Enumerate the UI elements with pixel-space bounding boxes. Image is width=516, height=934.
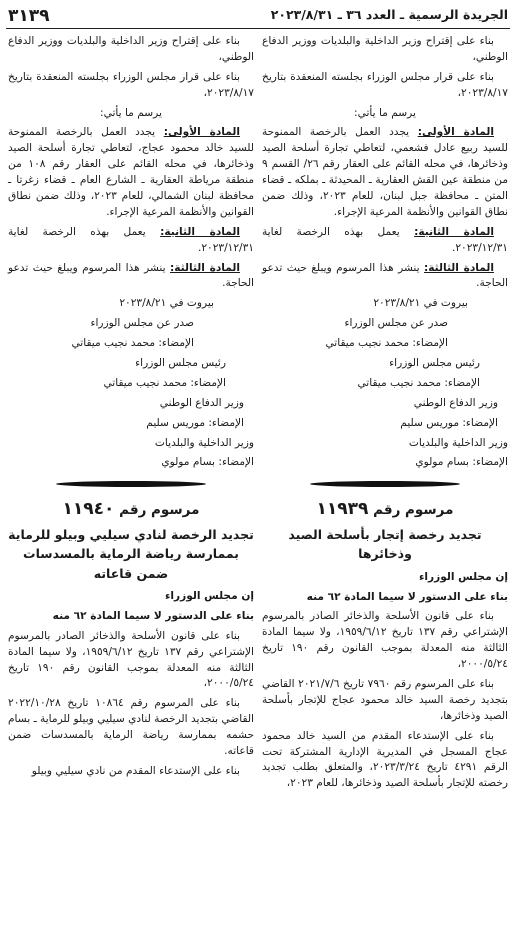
decree-number-value: ١١٩٤٠ xyxy=(62,499,115,520)
right-column xyxy=(262,34,508,796)
interior-minister-title: وزير الداخلية والبلديات xyxy=(154,436,254,449)
left-column xyxy=(8,34,254,784)
issued-by: صدر عن مجلس الوزراء xyxy=(90,317,194,330)
recital-weapons-law: بناء على قانون الأسلحة والذخائر الصادر بالمرسوم الإشتراعي رقم ١٣٧ تاريخ ١٩٥٩/٦/١٢، ولا سيما المادة الثالثة منه المعدلة بموجب القانون رقم ١٩٠ تاريخ ٢٠٠٠/٥/٢٤، xyxy=(8,629,255,690)
decree-number xyxy=(262,497,508,523)
decrees-heading: يرسم ما يأتي: xyxy=(100,106,162,119)
article-3-label: المادة الثالثة: xyxy=(424,261,494,274)
article-1 xyxy=(262,125,508,220)
article-1 xyxy=(8,125,254,220)
article-3 xyxy=(8,261,254,293)
signature-pm-2: الإمضاء: محمد نجيب ميقاتي xyxy=(357,376,480,389)
pm-title: رئيس مجلس الوزراء xyxy=(389,357,480,370)
article-2-label: المادة الثانية: xyxy=(160,225,240,238)
council-heading: إن مجلس الوزراء xyxy=(418,570,508,583)
issue-date: بيروت في ٢٠٢٣/٨/٢١ xyxy=(373,297,468,310)
recital-application: بناء على الإستدعاء المقدم من نادي سيليي وبيلو xyxy=(31,764,240,777)
article-2-label: المادة الثانية: xyxy=(414,225,494,238)
signature-pm-1: الإمضاء: محمد نجيب ميقاتي xyxy=(325,337,448,350)
interior-minister-title: وزير الداخلية والبلديات xyxy=(408,436,508,449)
page-number: ٣١٣٩ xyxy=(8,6,50,26)
issue-date: بيروت في ٢٠٢٣/٨/٢١ xyxy=(119,297,214,310)
signature-defense-minister: الإمضاء: موريس سليم xyxy=(146,416,244,429)
page-header xyxy=(6,4,510,29)
article-1-text: يجدد العمل بالرخصة الممنوحة للسيد ربيع عادل فشعمي، لتعاطي تجارة أسلحة الصيد وذخائرها، في محله القائم على العقار رقم ٢٦/ القسم ٩ من منطقة عين القش العقارية ـ المحيدثة ـ بملكه ـ قضاء المتن ـ محافظة جبل لبنان، للعام ٢٠٢٣، وذلك ضمن نطاق القوانين والأنظمة المرعية الإجراء. xyxy=(262,126,508,218)
recital-weapons-law: بناء على قانون الأسلحة والذخائر الصادر بالمرسوم الإشتراعي رقم ١٣٧ تاريخ ١٩٥٩/٦/١٢، ولا سيما المادة الثالثة منه المعدلة بموجب القانون رقم ١٩٠ تاريخ ٢٠٠٠/٥/٢٤، xyxy=(262,610,509,671)
recital-proposal: بناء على إقتراح وزير الداخلية والبلديات ووزير الدفاع الوطني، xyxy=(8,35,254,63)
article-1-text: يجدد العمل بالرخصة الممنوحة للسيد خالد محمود عجاج، لتعاطي تجارة أسلحة الصيد وذخائرها، في محله القائم على العقار رقم ١٠٨ من منطقة مرياطة العقارية ـ الشارع العام ـ قضاء زغرتا ـ محافظة لبنان الشمالي، للعام ٢٠٢٣، وذلك ضمن نطاق القوانين والأنظمة المرعية الإجراء. xyxy=(8,126,254,218)
decree-number xyxy=(8,497,254,523)
decrees-heading: يرسم ما يأتي: xyxy=(354,106,416,119)
article-2 xyxy=(262,225,508,257)
recital-previous-decree: بناء على المرسوم رقم ١٠٨٦٤ تاريخ ٢٠٢٢/١٠/٢٨ القاضي بتجديد الرخصة لنادي سيليي وبيلو للرماية ـ بسام حشمه بممارسة رياضة الرماية بالمسدسات ضمن قاعاته. xyxy=(8,697,254,758)
decree-title: تجديد الرخصة لنادي سيليي وبيلو للرماية بممارسة رياضة الرماية بالمسدسات ضمن قاعاته xyxy=(8,526,254,581)
article-3-text: ينشر هذا المرسوم ويبلغ حيث تدعو الحاجة. xyxy=(262,261,508,290)
signature-pm-1: الإمضاء: محمد نجيب ميقاتي xyxy=(71,337,194,350)
section-separator xyxy=(262,477,508,491)
defense-minister-title: وزير الدفاع الوطني xyxy=(159,396,244,409)
recital-proposal: بناء على إقتراح وزير الداخلية والبلديات ووزير الدفاع الوطني، xyxy=(262,35,508,63)
article-1-label: المادة الأولى: xyxy=(163,126,240,139)
recital-cabinet-decision: بناء على قرار مجلس الوزراء بجلسته المنعقدة بتاريخ ٢٠٢٣/٨/١٧، xyxy=(262,70,508,99)
recital-application: بناء على الإستدعاء المقدم من السيد خالد محمود عجاج المسجل في المديرية الإدارية المشتركة تحت الرقم ٤٢٩١ تاريخ ٢٠٢٣/٣/٢٤، والمتعلق بطلب تجديد رخصته للإتجار بأسلحة الصيد وذخائرها، للعام ٢٠٢٣، xyxy=(262,729,508,790)
article-3-label: المادة الثالثة: xyxy=(170,261,240,274)
gazette-issue-title: الجريدة الرسمية ـ العدد ٣٦ ـ ٢٠٢٣/٨/٣١ xyxy=(270,7,508,22)
article-2-text: يعمل بهذه الرخصة لغاية ٢٠٢٣/١٢/٣١. xyxy=(262,225,508,254)
decree-number-label: مرسوم رقم xyxy=(119,502,200,519)
decree-number-label: مرسوم رقم xyxy=(373,502,454,519)
signature-pm-2: الإمضاء: محمد نجيب ميقاتي xyxy=(103,376,226,389)
decree-title: تجديد رخصة إتجار بأسلحة الصيد وذخائرها xyxy=(288,526,482,562)
signature-interior-minister: الإمضاء: بسام مولوي xyxy=(161,456,254,469)
recital-previous-decree: بناء على المرسوم رقم ٧٩٦٠ تاريخ ٢٠٢١/٧/٦ القاضي بتجديد رخصة السيد خالد محمود عجاج للإتجار بأسلحة الصيد وذخائرها، xyxy=(262,677,508,722)
recital-cabinet-decision: بناء على قرار مجلس الوزراء بجلسته المنعقدة بتاريخ ٢٠٢٣/٨/١٧، xyxy=(8,70,254,99)
issued-by: صدر عن مجلس الوزراء xyxy=(344,317,448,330)
decree-number-value: ١١٩٣٩ xyxy=(316,499,369,520)
article-3-text: ينشر هذا المرسوم ويبلغ حيث تدعو الحاجة. xyxy=(8,261,254,290)
pm-title: رئيس مجلس الوزراء xyxy=(135,357,226,370)
article-3 xyxy=(262,261,508,293)
article-1-label: المادة الأولى: xyxy=(417,126,494,139)
defense-minister-title: وزير الدفاع الوطني xyxy=(413,396,498,409)
constitution-recital: بناء على الدستور لا سيما المادة ٦٢ منه xyxy=(306,590,508,603)
signature-interior-minister: الإمضاء: بسام مولوي xyxy=(415,456,508,469)
section-separator xyxy=(8,477,254,491)
signature-defense-minister: الإمضاء: موريس سليم xyxy=(400,416,498,429)
constitution-recital: بناء على الدستور لا سيما المادة ٦٢ منه xyxy=(52,609,254,622)
article-2 xyxy=(8,225,254,257)
council-heading: إن مجلس الوزراء xyxy=(164,590,254,602)
article-2-text: يعمل بهذه الرخصة لغاية ٢٠٢٣/١٢/٣١. xyxy=(8,225,254,254)
